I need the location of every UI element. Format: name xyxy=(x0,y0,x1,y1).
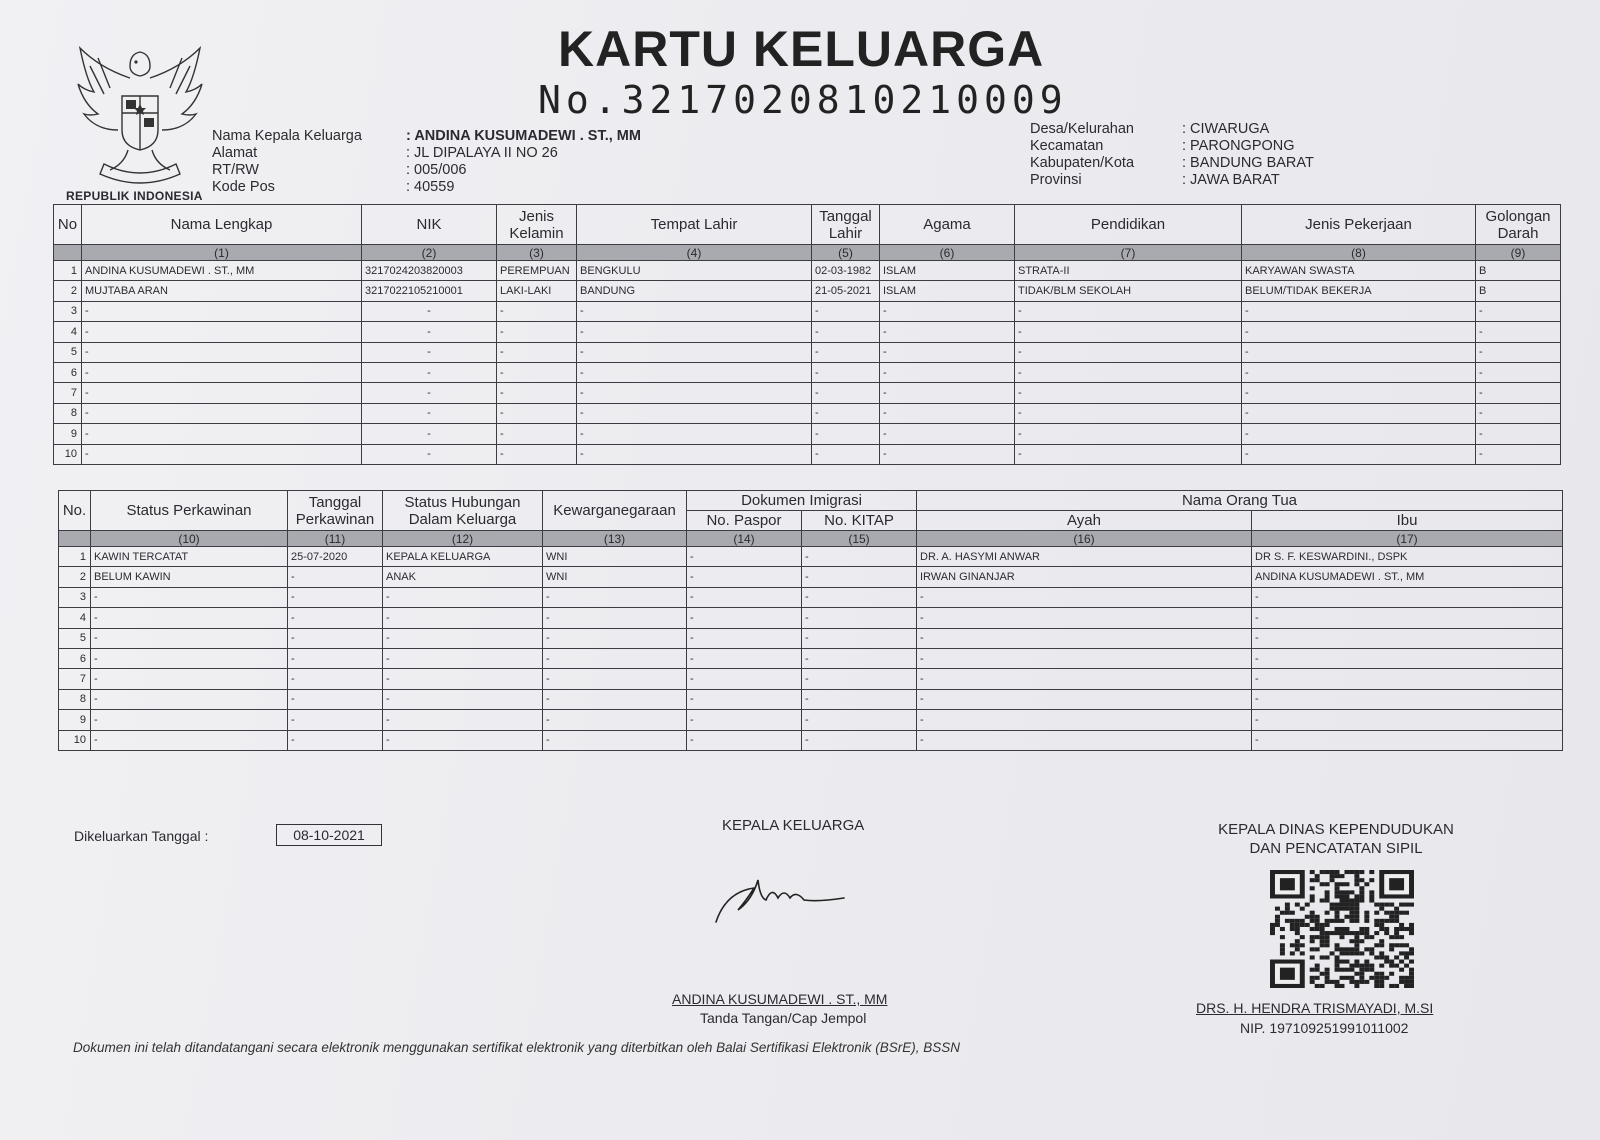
table-row xyxy=(59,710,1563,730)
no-paspor-cell: - xyxy=(687,567,802,587)
nik-cell: - xyxy=(362,342,497,362)
pendidikan-cell: STRATA-II xyxy=(1015,261,1242,281)
info-value: : 005/006 xyxy=(406,162,467,178)
nama-ayah-cell: - xyxy=(917,587,1252,607)
tempat-lahir-cell: - xyxy=(577,383,812,403)
table-row xyxy=(54,322,1561,342)
tanggal-perkawinan-cell: - xyxy=(288,587,383,607)
tempat-lahir-cell: - xyxy=(577,424,812,444)
col-header-paspor: No. Paspor xyxy=(687,511,802,531)
jenis-pekerjaan-cell: - xyxy=(1242,403,1476,423)
nama-ayah-cell: - xyxy=(917,648,1252,668)
nik-cell: - xyxy=(362,424,497,444)
nama-ibu-cell: - xyxy=(1252,669,1563,689)
row-no-cell: 5 xyxy=(54,342,82,362)
document-title: KARTU KELUARGA xyxy=(558,21,1045,77)
pendidikan-cell: - xyxy=(1015,322,1242,342)
status-hubungan-cell: - xyxy=(383,628,543,648)
row-no-cell: 6 xyxy=(59,648,91,668)
agama-cell: - xyxy=(880,362,1015,382)
status-hubungan-cell: - xyxy=(383,648,543,668)
row-no-cell: 7 xyxy=(54,383,82,403)
status-perkawinan-cell: BELUM KAWIN xyxy=(91,567,288,587)
status-perkawinan-cell: KAWIN TERCATAT xyxy=(91,547,288,567)
household-info-left xyxy=(212,128,641,196)
status-hubungan-cell: - xyxy=(383,710,543,730)
row-no-cell: 6 xyxy=(54,362,82,382)
household-info-right xyxy=(1030,121,1314,189)
table-row xyxy=(59,547,1563,567)
pendidikan-cell: - xyxy=(1015,424,1242,444)
golongan-darah-cell: - xyxy=(1476,362,1561,382)
tanggal-perkawinan-cell: 25-07-2020 xyxy=(288,547,383,567)
status-perkawinan-cell: - xyxy=(91,587,288,607)
tanggal-perkawinan-cell: - xyxy=(288,710,383,730)
status-hubungan-cell: - xyxy=(383,689,543,709)
column-number: (14) xyxy=(687,531,802,547)
agama-cell: - xyxy=(880,383,1015,403)
kewarganegaraan-cell: WNI xyxy=(543,547,687,567)
col-header-dokumen-imigrasi: Dokumen Imigrasi xyxy=(687,491,917,511)
nama-ibu-cell: - xyxy=(1252,689,1563,709)
row-no-cell: 9 xyxy=(54,424,82,444)
column-number: (8) xyxy=(1242,245,1476,261)
table-row xyxy=(59,669,1563,689)
column-number: (3) xyxy=(497,245,577,261)
nama-lengkap-cell: - xyxy=(82,403,362,423)
nik-cell: - xyxy=(362,444,497,464)
jenis-pekerjaan-cell: - xyxy=(1242,322,1476,342)
column-number-row xyxy=(59,531,1563,547)
tempat-lahir-cell: BENGKULU xyxy=(577,261,812,281)
row-no-cell: 1 xyxy=(59,547,91,567)
col-header-nik: NIK xyxy=(362,205,497,245)
signature-mark xyxy=(712,862,852,932)
status-perkawinan-cell: - xyxy=(91,648,288,668)
row-no-cell: 10 xyxy=(59,730,91,750)
agama-cell: - xyxy=(880,342,1015,362)
col-header-tempat-lahir: Tempat Lahir xyxy=(577,205,812,245)
pendidikan-cell: - xyxy=(1015,444,1242,464)
table-row xyxy=(54,383,1561,403)
no-kitap-cell: - xyxy=(802,628,917,648)
status-hubungan-cell: - xyxy=(383,587,543,607)
agama-cell: ISLAM xyxy=(880,281,1015,301)
no-kitap-cell: - xyxy=(802,648,917,668)
column-number: (17) xyxy=(1252,531,1563,547)
no-paspor-cell: - xyxy=(687,669,802,689)
row-no-cell: 4 xyxy=(59,608,91,628)
column-number xyxy=(54,245,82,261)
table-row xyxy=(54,444,1561,464)
pendidikan-cell: TIDAK/BLM SEKOLAH xyxy=(1015,281,1242,301)
jenis-pekerjaan-cell: BELUM/TIDAK BEKERJA xyxy=(1242,281,1476,301)
info-label: Kabupaten/Kota xyxy=(1030,155,1135,171)
nik-cell: 3217024203820003 xyxy=(362,261,497,281)
table-row xyxy=(59,567,1563,587)
golongan-darah-cell: B xyxy=(1476,281,1561,301)
info-value: : BANDUNG BARAT xyxy=(1182,155,1314,171)
agama-cell: - xyxy=(880,301,1015,321)
golongan-darah-cell: - xyxy=(1476,383,1561,403)
row-no-cell: 8 xyxy=(54,403,82,423)
col-header-pekerjaan: Jenis Pekerjaan xyxy=(1242,205,1476,245)
row-no-cell: 7 xyxy=(59,669,91,689)
column-number-row xyxy=(54,245,1561,261)
jenis-pekerjaan-cell: - xyxy=(1242,424,1476,444)
col-header-nama-orang-tua: Nama Orang Tua xyxy=(917,491,1563,511)
nama-ayah-cell: IRWAN GINANJAR xyxy=(917,567,1252,587)
jenis-kelamin-cell: - xyxy=(497,383,577,403)
golongan-darah-cell: B xyxy=(1476,261,1561,281)
info-label: Kecamatan xyxy=(1030,138,1104,154)
official-title-line1: KEPALA DINAS KEPENDUDUKAN xyxy=(1218,821,1454,838)
col-header-ayah: Ayah xyxy=(917,511,1252,531)
nama-ayah-cell: DR. A. HASYMI ANWAR xyxy=(917,547,1252,567)
pendidikan-cell: - xyxy=(1015,403,1242,423)
nama-lengkap-cell: - xyxy=(82,362,362,382)
tempat-lahir-cell: - xyxy=(577,444,812,464)
row-no-cell: 8 xyxy=(59,689,91,709)
kewarganegaraan-cell: WNI xyxy=(543,567,687,587)
tanggal-perkawinan-cell: - xyxy=(288,689,383,709)
column-number: (1) xyxy=(82,245,362,261)
golongan-darah-cell: - xyxy=(1476,444,1561,464)
info-value: : ANDINA KUSUMADEWI . ST., MM xyxy=(406,128,641,144)
col-header-agama: Agama xyxy=(880,205,1015,245)
col-header-kitap: No. KITAP xyxy=(802,511,917,531)
info-value: : JAWA BARAT xyxy=(1182,172,1280,188)
row-no-cell: 3 xyxy=(54,301,82,321)
members-table xyxy=(53,204,1561,465)
tanggal-lahir-cell: 21-05-2021 xyxy=(812,281,880,301)
table-row xyxy=(54,403,1561,423)
agama-cell: ISLAM xyxy=(880,261,1015,281)
nama-ibu-cell: ANDINA KUSUMADEWI . ST., MM xyxy=(1252,567,1563,587)
jenis-kelamin-cell: - xyxy=(497,424,577,444)
row-no-cell: 4 xyxy=(54,322,82,342)
tanggal-lahir-cell: - xyxy=(812,444,880,464)
row-no-cell: 5 xyxy=(59,628,91,648)
tanggal-lahir-cell: - xyxy=(812,424,880,444)
nik-cell: - xyxy=(362,322,497,342)
nama-lengkap-cell: - xyxy=(82,342,362,362)
no-kitap-cell: - xyxy=(802,547,917,567)
nama-ibu-cell: - xyxy=(1252,648,1563,668)
head-of-family-label: KEPALA KELUARGA xyxy=(722,817,865,834)
table-row xyxy=(54,424,1561,444)
golongan-darah-cell: - xyxy=(1476,424,1561,444)
agama-cell: - xyxy=(880,322,1015,342)
info-value: : PARONGPONG xyxy=(1182,138,1295,154)
no-kitap-cell: - xyxy=(802,710,917,730)
no-paspor-cell: - xyxy=(687,730,802,750)
jenis-kelamin-cell: PEREMPUAN xyxy=(497,261,577,281)
row-no-cell: 9 xyxy=(59,710,91,730)
table-row xyxy=(54,362,1561,382)
nama-ayah-cell: - xyxy=(917,608,1252,628)
garuda-emblem-icon xyxy=(70,38,210,188)
no-kitap-cell: - xyxy=(802,730,917,750)
kewarganegaraan-cell: - xyxy=(543,628,687,648)
info-label: RT/RW xyxy=(212,162,259,178)
golongan-darah-cell: - xyxy=(1476,342,1561,362)
tanggal-lahir-cell: - xyxy=(812,403,880,423)
nama-ayah-cell: - xyxy=(917,730,1252,750)
golongan-darah-cell: - xyxy=(1476,322,1561,342)
tanggal-lahir-cell: - xyxy=(812,383,880,403)
kewarganegaraan-cell: - xyxy=(543,689,687,709)
jenis-kelamin-cell: - xyxy=(497,322,577,342)
no-kitap-cell: - xyxy=(802,587,917,607)
official-title xyxy=(1186,820,1486,858)
jenis-kelamin-cell: - xyxy=(497,342,577,362)
status-perkawinan-cell: - xyxy=(91,608,288,628)
pendidikan-cell: - xyxy=(1015,301,1242,321)
official-nip: NIP. 197109251991011002 xyxy=(1240,1020,1409,1036)
table-row xyxy=(59,628,1563,648)
no-paspor-cell: - xyxy=(687,710,802,730)
nama-lengkap-cell: - xyxy=(82,424,362,444)
golongan-darah-cell: - xyxy=(1476,301,1561,321)
tempat-lahir-cell: - xyxy=(577,403,812,423)
jenis-pekerjaan-cell: - xyxy=(1242,301,1476,321)
tempat-lahir-cell: - xyxy=(577,342,812,362)
status-perkawinan-cell: - xyxy=(91,689,288,709)
nama-ibu-cell: - xyxy=(1252,710,1563,730)
tanggal-perkawinan-cell: - xyxy=(288,567,383,587)
col-header-status-perkawinan: Status Perkawinan xyxy=(91,491,288,531)
table-row xyxy=(59,689,1563,709)
row-no-cell: 3 xyxy=(59,587,91,607)
nama-ayah-cell: - xyxy=(917,669,1252,689)
emblem-label: REPUBLIK INDONESIA xyxy=(66,189,203,203)
column-number: (15) xyxy=(802,531,917,547)
agama-cell: - xyxy=(880,403,1015,423)
column-number: (13) xyxy=(543,531,687,547)
official-title-line2: DAN PENCATATAN SIPIL xyxy=(1249,840,1423,857)
nama-ayah-cell: - xyxy=(917,628,1252,648)
kewarganegaraan-cell: - xyxy=(543,710,687,730)
status-hubungan-cell: KEPALA KELUARGA xyxy=(383,547,543,567)
table-row xyxy=(59,587,1563,607)
tanggal-lahir-cell: - xyxy=(812,301,880,321)
nama-lengkap-cell: ANDINA KUSUMADEWI . ST., MM xyxy=(82,261,362,281)
nama-ibu-cell: - xyxy=(1252,587,1563,607)
col-header-golongan-darah: Golongan Darah xyxy=(1476,205,1561,245)
table-row xyxy=(54,301,1561,321)
electronic-signature-disclaimer: Dokumen ini telah ditandatangani secara elektronik menggunakan sertifikat elektronik yang diterbitkan oleh Balai Sertifikasi Elektronik (BSrE), BSSN xyxy=(73,1040,960,1055)
row-no-cell: 2 xyxy=(54,281,82,301)
tanggal-perkawinan-cell: - xyxy=(288,730,383,750)
nama-ibu-cell: - xyxy=(1252,730,1563,750)
jenis-kelamin-cell: - xyxy=(497,403,577,423)
table-row xyxy=(59,730,1563,750)
no-kitap-cell: - xyxy=(802,669,917,689)
table-row xyxy=(59,648,1563,668)
row-no-cell: 2 xyxy=(59,567,91,587)
nama-lengkap-cell: - xyxy=(82,383,362,403)
head-of-family-name: ANDINA KUSUMADEWI . ST., MM xyxy=(672,991,888,1007)
tanggal-perkawinan-cell: - xyxy=(288,608,383,628)
jenis-pekerjaan-cell: - xyxy=(1242,444,1476,464)
info-label: Provinsi xyxy=(1030,172,1082,188)
no-kitap-cell: - xyxy=(802,608,917,628)
table-row xyxy=(54,281,1561,301)
col-header-status-hubungan: Status Hubungan Dalam Keluarga xyxy=(383,491,543,531)
tanggal-lahir-cell: 02-03-1982 xyxy=(812,261,880,281)
nik-cell: - xyxy=(362,383,497,403)
golongan-darah-cell: - xyxy=(1476,403,1561,423)
nama-lengkap-cell: - xyxy=(82,322,362,342)
column-number: (10) xyxy=(91,531,288,547)
pendidikan-cell: - xyxy=(1015,342,1242,362)
pendidikan-cell: - xyxy=(1015,383,1242,403)
no-kitap-cell: - xyxy=(802,689,917,709)
column-number: (16) xyxy=(917,531,1252,547)
info-value: : CIWARUGA xyxy=(1182,121,1270,137)
nik-cell: - xyxy=(362,301,497,321)
column-number: (2) xyxy=(362,245,497,261)
no-paspor-cell: - xyxy=(687,648,802,668)
kewarganegaraan-cell: - xyxy=(543,587,687,607)
kewarganegaraan-cell: - xyxy=(543,669,687,689)
col-header-jenis-kelamin: Jenis Kelamin xyxy=(497,205,577,245)
tempat-lahir-cell: - xyxy=(577,362,812,382)
jenis-kelamin-cell: - xyxy=(497,362,577,382)
tanggal-perkawinan-cell: - xyxy=(288,669,383,689)
col-header-pendidikan: Pendidikan xyxy=(1015,205,1242,245)
no-paspor-cell: - xyxy=(687,689,802,709)
column-number: (12) xyxy=(383,531,543,547)
table-row xyxy=(59,608,1563,628)
status-table-body xyxy=(59,531,1563,751)
col-header-no: No xyxy=(54,205,82,245)
status-perkawinan-cell: - xyxy=(91,710,288,730)
column-number: (9) xyxy=(1476,245,1561,261)
col-header-nama: Nama Lengkap xyxy=(82,205,362,245)
table-row xyxy=(54,342,1561,362)
tanggal-lahir-cell: - xyxy=(812,322,880,342)
info-label: Alamat xyxy=(212,145,258,161)
column-number: (7) xyxy=(1015,245,1242,261)
no-paspor-cell: - xyxy=(687,608,802,628)
column-number xyxy=(59,531,91,547)
status-perkawinan-cell: - xyxy=(91,628,288,648)
col-header-tanggal-perkawinan: Tanggal Perkawinan xyxy=(288,491,383,531)
jenis-pekerjaan-cell: - xyxy=(1242,362,1476,382)
info-value: : 40559 xyxy=(406,179,455,195)
pendidikan-cell: - xyxy=(1015,362,1242,382)
card-number: No.3217020810210009 xyxy=(538,78,1068,122)
jenis-kelamin-cell: - xyxy=(497,444,577,464)
tanggal-lahir-cell: - xyxy=(812,342,880,362)
issued-label: Dikeluarkan Tanggal : xyxy=(74,828,209,844)
jenis-pekerjaan-cell: - xyxy=(1242,383,1476,403)
agama-cell: - xyxy=(880,444,1015,464)
info-label: Kode Pos xyxy=(212,179,275,195)
members-table-body xyxy=(54,245,1561,465)
nik-cell: - xyxy=(362,362,497,382)
row-no-cell: 10 xyxy=(54,444,82,464)
table-row xyxy=(54,261,1561,281)
kewarganegaraan-cell: - xyxy=(543,730,687,750)
status-hubungan-cell: - xyxy=(383,730,543,750)
nama-lengkap-cell: - xyxy=(82,444,362,464)
no-kitap-cell: - xyxy=(802,567,917,587)
col-header-kewarganegaraan: Kewarganegaraan xyxy=(543,491,687,531)
nama-ayah-cell: - xyxy=(917,710,1252,730)
nama-ayah-cell: - xyxy=(917,689,1252,709)
row-no-cell: 1 xyxy=(54,261,82,281)
jenis-kelamin-cell: - xyxy=(497,301,577,321)
column-number: (5) xyxy=(812,245,880,261)
col-header-ibu: Ibu xyxy=(1252,511,1563,531)
status-perkawinan-cell: - xyxy=(91,669,288,689)
no-paspor-cell: - xyxy=(687,628,802,648)
tempat-lahir-cell: BANDUNG xyxy=(577,281,812,301)
nik-cell: 3217022105210001 xyxy=(362,281,497,301)
official-name: DRS. H. HENDRA TRISMAYADI, M.SI xyxy=(1196,1000,1434,1016)
agama-cell: - xyxy=(880,424,1015,444)
status-hubungan-cell: - xyxy=(383,669,543,689)
qr-code-icon xyxy=(1270,870,1414,988)
issued-date: 08-10-2021 xyxy=(276,824,382,846)
column-number: (11) xyxy=(288,531,383,547)
status-perkawinan-cell: - xyxy=(91,730,288,750)
kewarganegaraan-cell: - xyxy=(543,608,687,628)
nama-ibu-cell: - xyxy=(1252,628,1563,648)
info-label: Nama Kepala Keluarga xyxy=(212,128,362,144)
status-table xyxy=(58,490,1563,751)
no-paspor-cell: - xyxy=(687,547,802,567)
jenis-pekerjaan-cell: - xyxy=(1242,342,1476,362)
signature-caption: Tanda Tangan/Cap Jempol xyxy=(700,1010,867,1026)
column-number: (4) xyxy=(577,245,812,261)
nik-cell: - xyxy=(362,403,497,423)
column-number: (6) xyxy=(880,245,1015,261)
tempat-lahir-cell: - xyxy=(577,322,812,342)
tanggal-lahir-cell: - xyxy=(812,362,880,382)
status-hubungan-cell: ANAK xyxy=(383,567,543,587)
jenis-kelamin-cell: LAKI-LAKI xyxy=(497,281,577,301)
jenis-pekerjaan-cell: KARYAWAN SWASTA xyxy=(1242,261,1476,281)
kewarganegaraan-cell: - xyxy=(543,648,687,668)
nama-ibu-cell: DR S. F. KESWARDINI., DSPK xyxy=(1252,547,1563,567)
no-paspor-cell: - xyxy=(687,587,802,607)
col-header-tanggal-lahir: Tanggal Lahir xyxy=(812,205,880,245)
info-label: Desa/Kelurahan xyxy=(1030,121,1134,137)
tanggal-perkawinan-cell: - xyxy=(288,648,383,668)
nama-ibu-cell: - xyxy=(1252,608,1563,628)
nama-lengkap-cell: - xyxy=(82,301,362,321)
tempat-lahir-cell: - xyxy=(577,301,812,321)
tanggal-perkawinan-cell: - xyxy=(288,628,383,648)
col-header-no: No. xyxy=(59,491,91,531)
info-value: : JL DIPALAYA II NO 26 xyxy=(406,145,558,161)
nama-lengkap-cell: MUJTABA ARAN xyxy=(82,281,362,301)
status-hubungan-cell: - xyxy=(383,608,543,628)
